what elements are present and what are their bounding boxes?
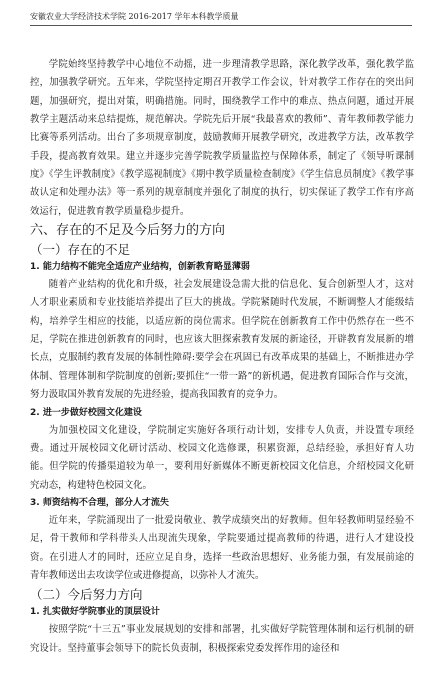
- intro-paragraph: 学院始终坚持教学中心地位不动摇，进一步理清教学思路，深化教学改革，强化教学监控，加强教学研究。五年来，学院坚持定期召开教学工作会议，针对教学工作存在的突出问题，加强研究，提出对策，明确措施。同时，围绕教学工作中的难点、热点问题，通过开展教学主题活动来总结提炼，规范解决。学院先后开展“我最喜欢的教师”、青年教师教学能力比赛等系列活动。出台了多项规章制度，鼓励教师开展教学研究，改进教学方法，改革教学手段，提高教育效果。建立并逐步完善学院教学质量监控与保障体系，制定了《领导听课制度》《学生评教制度》《教学巡视制度》《期中教学质量检查制度》《学生信息员制度》《教学事故认定和处理办法》等一系列的规章制度并强化了制度的执行，切实保证了教学工作有序高效运行，促进教育教学质量稳步提升。: [30, 59, 414, 217]
- subsection-future-title: （二）今后努力方向: [30, 587, 143, 603]
- item-1-heading: 1. 能力结构不能完全适应产业结构，创新教育略显薄弱: [30, 262, 250, 273]
- page-header: 安徽农业大学经济技术学院 2016-2017 学年本科教学质量: [30, 11, 412, 26]
- future-item-1-paragraph: 按照学院“十三五”事业发展规划的安排和部署，扎实做好学院管理体制和运行机制的研究设计。坚持董事会领导下的院长负责制，积极探索党委发挥作用的途径和: [30, 624, 414, 654]
- item-3-heading: 3. 师资结构不合理，部分人才流失: [30, 497, 169, 508]
- item-2-heading: 2. 进一步做好校园文化建设: [30, 407, 142, 418]
- future-item-1-heading: 1. 扎实做好学院事业的顶层设计: [30, 607, 160, 618]
- document-body: [30, 56, 414, 658]
- section-6-title: 六、存在的不足及今后努力的方向: [30, 223, 226, 239]
- item-2-paragraph: 为加强校园文化建设，学院制定实施好各项行动计划，安排专人负责，并设置专项经费。通过开展校园文化研讨活动、校园文化选修课，积累资源，总结经验，承担好育人功能。但学院的传播渠道较为单一，要利用好新媒体不断更新校园文化信息，介绍校园文化研究动态，构建特色校园文化。: [30, 424, 414, 491]
- subsection-shortcomings-title: （一）存在的不足: [30, 242, 131, 258]
- item-1-paragraph: 随着产业结构的优化和升级，社会发展建设急需大批的信息化、复合创新型人才，这对人才职业素质和专业技能培养提出了巨大的挑战。学院紧随时代发展，不断调整人才能级结构，培养学生相应的技能，以适应新的岗位需求。但学院在创新教育工作中仍然存在一些不足，学院在推进创新教育的同时，也应该大胆探索教育发展的新途径，开辟教育发展新的增长点，克服制约教育发展的体制性障碍:要学会在巩固已有改革成果的基础上，不断推进办学体制、管理体制和学院制度的创新;要抓住“一带一路”的新机遇，促进教育国际合作与交流，努力汲取国外教育发展的先进经验，提高我国教育的竞争力。: [30, 279, 414, 401]
- item-3-paragraph: 近年来，学院涌现出了一批爱岗敬业、教学成绩突出的好教师。但年轻教师明显经验不足，骨干教师和学科带头人出现流失现象，学院要通过提高教师的待遇，进行人才建设投资。在引进人才的同时，还应立足自身，选择一些政治思想好、业务能力强，有发展前途的青年教师送出去攻读学位或进修提高，以弥补人才流失。: [30, 514, 414, 581]
